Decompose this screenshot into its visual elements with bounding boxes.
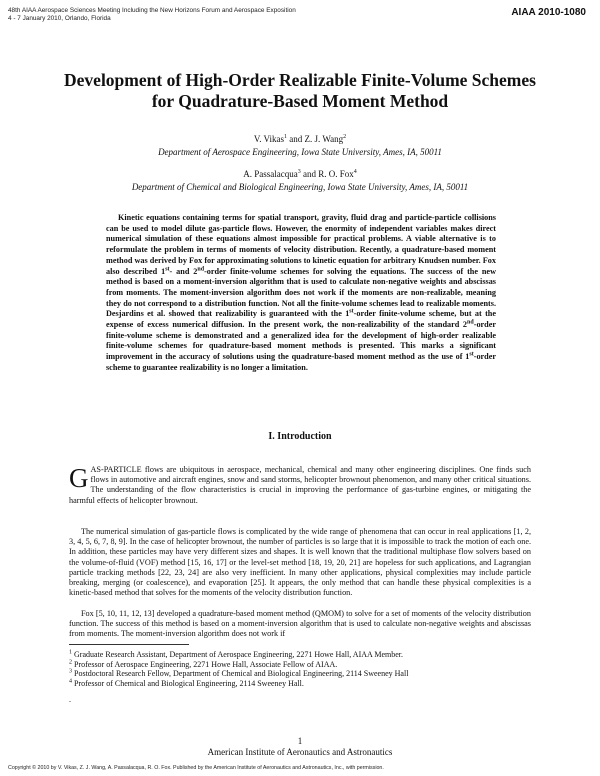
footnote: $^1$ Graduate Research Assistant, Department of Aerospace Engineering, 2271 Howe Hall, AIAA Member. (69, 649, 404, 659)
intro-paragraph-1: GAS-PARTICLE flows are ubiquitous in aerospace, mechanical, chemical and many other engineering disciplines. One finds such flows in automotive and aircraft engines, snow and sand storms, helicopter brownout phenomenon, and many other critical situations. The understanding of the flow characteristics is crucial in improving the performance of gas-turbine engines, or mitigating the harmful effects of helicopter brownout. (69, 463, 531, 505)
intro-paragraph-2: The numerical simulation of gas-particle flows is complicated by the wide range of phenomena that can occur in real applications [1, 2, 3, 4, 5, 6, 7, 8, 9]. In the case of helicopter brownout, the number of particles is so large that it is impossible to track the motion of each one. In addition, these particles may have very different sizes and shapes. It is well known that the traditional multiphase flow solvers based on the volume-of-fluid (VOF) method [15, 16, 17] or the level-set method [18, 19, 20, 21] are hopeless for such applications, and Lagrangian particle tracking methods [22, 23, 24] are also very inefficient. In many other applications, physical complexities may include particle breaking, merging (or coalescence), and evaporation [25]. It appears, the only method that can handle these physical complexities is a kinetic-based method that solves for the moments of the velocity distribution function. (69, 527, 531, 598)
author-footnote-mark: 1 (284, 134, 288, 140)
footnote: $^3$ Postdoctoral Research Fellow, Department of Chemical and Biological Engineering, 2114 Sweeney Hall (69, 668, 409, 679)
footnotes (69, 650, 531, 688)
author-line-2 (60, 169, 540, 180)
conference-header (8, 7, 428, 23)
section-heading-introduction: I. Introduction (268, 431, 332, 442)
copyright-notice: Copyright © 2010 by V. Vikas, Z. J. Wang, A. Passalacqua, R. O. Fox. Published by the American Institute of Aeronautics and Astronautics, Inc., with permission. (8, 765, 384, 771)
author-name: V. Vikas (253, 134, 285, 144)
footnote: $^4$ Professor of Chemical and Biological Engineering, 2114 Sweeney Hall. (69, 678, 304, 688)
footnote: $^2$ Professor of Aerospace Engineering, 2271 Howe Hall, Associate Fellow of AIAA. (69, 658, 338, 669)
footnote-dot: . (69, 695, 71, 704)
abstract: Kinetic equations containing terms for spatial transport, gravity, fluid drag and particle-particle collisions can be used to model dilute gas-particle flows. However, the enormity of independent variables makes direct numerical simulation of these equations almost impossible for practical problems. A viable alternative is to reformulate the problem in terms of moments of velocity distribution. Recently, a quadrature-based moment method was derived by Fox for approximating solutions to kinetic equation for arbitrary Knudsen number. Fox also described 1st- and 2nd-order finite-volume schemes for solving the equations. The success of the new method is based on a moment-inversion algorithm that is used to calculate non-negative weights and abscissas from moments. The moment-inversion algorithm does not work if the moments are non-realizable, meaning they do not correspond to a distribution function. Not all the finite-volume schemes lead to realizable moments. Desjardins et al. showed that realizability is guaranteed with the 1st-order finite-volume scheme, but at the expense of excess numerical diffusion. In the present work, the non-realizability of the standard 2nd-order finite-volume scheme is demonstrated and a generalized idea for the development of high-order realizable finite-volume schemes for quadrature-based moment methods is presented. This marks a significant improvement in the accuracy of solutions using the quadrature-based moment method as the use of 1st-order scheme to guarantee realizability is no longer a limitation. (106, 213, 496, 372)
author-affiliation-2: Department of Chemical and Biological Engineering, Iowa State University, Ames, IA, 50011 (131, 182, 469, 192)
author-footnote-mark: 4 (353, 169, 357, 175)
page-number: 1 (297, 736, 303, 746)
paper-title: Development of High-Order Realizable Finite-Volume Schemes for Quadrature-Based Moment Method (64, 70, 536, 111)
intro-paragraph-3: Fox [5, 10, 11, 12, 13] developed a quadrature-based moment method (QMOM) to solve for a set of moments of the velocity distribution function. The success of this method is based on a moment-inversion algorithm that is used to calculate non-negative weights and abscissas from moments. The moment-inversion algorithm does not work if (69, 609, 531, 639)
author-footnote-mark: 3 (297, 169, 301, 175)
paper-id: AIAA 2010-1080 (511, 7, 586, 18)
author-conjunction: and (300, 169, 319, 179)
author-affiliation-1: Department of Aerospace Engineering, Iowa State University, Ames, IA, 50011 (158, 147, 442, 157)
author-name: R. O. Fox (318, 169, 354, 179)
publisher-footer: American Institute of Aeronautics and Astronautics (207, 747, 393, 757)
drop-cap: G (69, 463, 89, 493)
footnote-divider (69, 644, 189, 645)
author-footnote-mark: 2 (343, 134, 347, 140)
conference-line-2: 4 - 7 January 2010, Orlando, Florida (8, 15, 111, 22)
author-name: Z. J. Wang (304, 134, 344, 144)
conference-line-1: 48th AIAA Aerospace Sciences Meeting Including the New Horizons Forum and Aerospace Exposition (8, 7, 296, 14)
author-name: A. Passalacqua (243, 169, 298, 179)
author-conjunction: and (287, 134, 305, 144)
author-line-1 (60, 134, 540, 145)
